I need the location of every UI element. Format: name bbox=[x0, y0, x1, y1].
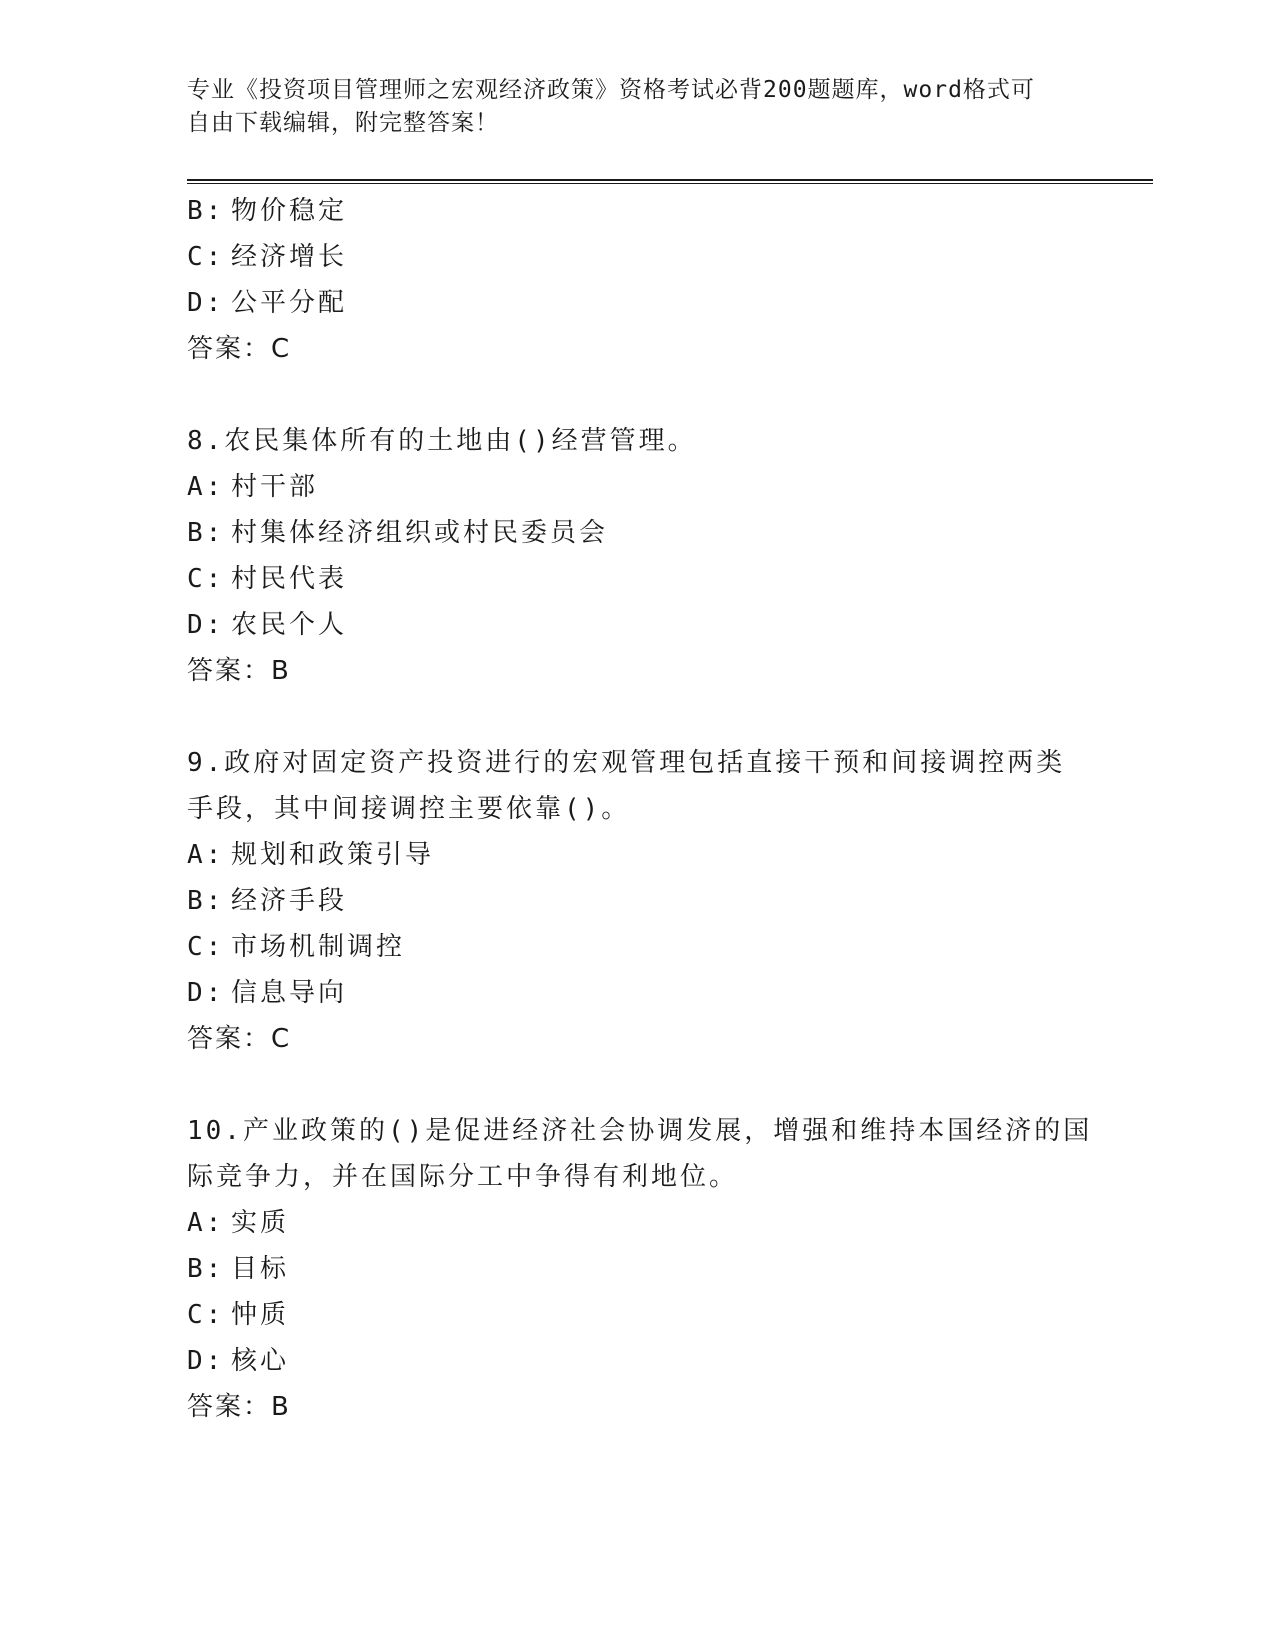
answer-line: 答案：C bbox=[187, 334, 292, 364]
question-stem-continued: 手段，其中间接调控主要依靠()。 bbox=[187, 794, 631, 824]
option-text: 规划和政策引导 bbox=[231, 840, 435, 870]
option-c bbox=[187, 1292, 1107, 1338]
option-key: B: bbox=[187, 886, 225, 916]
option-text: 经济手段 bbox=[231, 886, 348, 916]
question-stem: 10.产业政策的()是促进经济社会协调发展，增强和维持本国经济的国 bbox=[187, 1116, 1093, 1146]
question-7-fragment bbox=[187, 188, 1107, 372]
option-d bbox=[187, 280, 1107, 326]
option-b bbox=[187, 878, 1107, 924]
option-text: 信息导向 bbox=[231, 978, 348, 1008]
option-text: 核心 bbox=[231, 1346, 290, 1376]
option-c bbox=[187, 234, 1107, 280]
option-key: A: bbox=[187, 472, 225, 502]
option-text: 公平分配 bbox=[231, 288, 348, 318]
option-d bbox=[187, 1338, 1107, 1384]
option-text: 农民个人 bbox=[231, 610, 348, 640]
answer-line: 答案：C bbox=[187, 1024, 292, 1054]
option-key: A: bbox=[187, 1208, 225, 1238]
option-c bbox=[187, 556, 1107, 602]
option-key: C: bbox=[187, 242, 225, 272]
answer-line: 答案：B bbox=[187, 1392, 291, 1422]
page-header bbox=[187, 74, 1087, 140]
option-key: C: bbox=[187, 932, 225, 962]
spacer bbox=[187, 694, 1107, 740]
option-a bbox=[187, 832, 1107, 878]
option-key: B: bbox=[187, 1254, 225, 1284]
option-key: D: bbox=[187, 1346, 225, 1376]
option-key: C: bbox=[187, 564, 225, 594]
question-10 bbox=[187, 1108, 1107, 1430]
option-b bbox=[187, 188, 1107, 234]
option-key: D: bbox=[187, 978, 225, 1008]
option-key: D: bbox=[187, 288, 225, 318]
question-stem-continued: 际竞争力，并在国际分工中争得有利地位。 bbox=[187, 1162, 739, 1192]
option-text: 村干部 bbox=[231, 472, 319, 502]
option-text: 忡质 bbox=[231, 1300, 290, 1330]
answer-line: 答案：B bbox=[187, 656, 291, 686]
option-key: B: bbox=[187, 518, 225, 548]
option-text: 物价稳定 bbox=[231, 196, 348, 226]
option-key: B: bbox=[187, 196, 225, 226]
option-text: 村集体经济组织或村民委员会 bbox=[231, 518, 609, 548]
spacer bbox=[187, 1062, 1107, 1108]
header-divider-thin bbox=[187, 183, 1153, 184]
option-key: A: bbox=[187, 840, 225, 870]
option-a bbox=[187, 1200, 1107, 1246]
option-text: 经济增长 bbox=[231, 242, 348, 272]
option-text: 实质 bbox=[231, 1208, 290, 1238]
option-key: D: bbox=[187, 610, 225, 640]
option-d bbox=[187, 602, 1107, 648]
option-text: 村民代表 bbox=[231, 564, 348, 594]
option-text: 市场机制调控 bbox=[231, 932, 406, 962]
header-title-line-2: 自由下载编辑，附完整答案！ bbox=[187, 110, 499, 136]
question-list bbox=[187, 188, 1107, 1430]
question-9 bbox=[187, 740, 1107, 1062]
option-text: 目标 bbox=[231, 1254, 290, 1284]
question-stem: 8.农民集体所有的土地由()经营管理。 bbox=[187, 426, 697, 456]
question-8 bbox=[187, 418, 1107, 694]
option-b bbox=[187, 510, 1107, 556]
option-a bbox=[187, 464, 1107, 510]
option-c bbox=[187, 924, 1107, 970]
option-key: C: bbox=[187, 1300, 225, 1330]
question-stem: 9.政府对固定资产投资进行的宏观管理包括直接干预和间接调控两类 bbox=[187, 748, 1066, 778]
option-d bbox=[187, 970, 1107, 1016]
spacer bbox=[187, 372, 1107, 418]
header-title-line-1: 专业《投资项目管理师之宏观经济政策》资格考试必背200题题库，word格式可 bbox=[187, 77, 1035, 103]
option-b bbox=[187, 1246, 1107, 1292]
header-divider-thick bbox=[187, 179, 1153, 181]
